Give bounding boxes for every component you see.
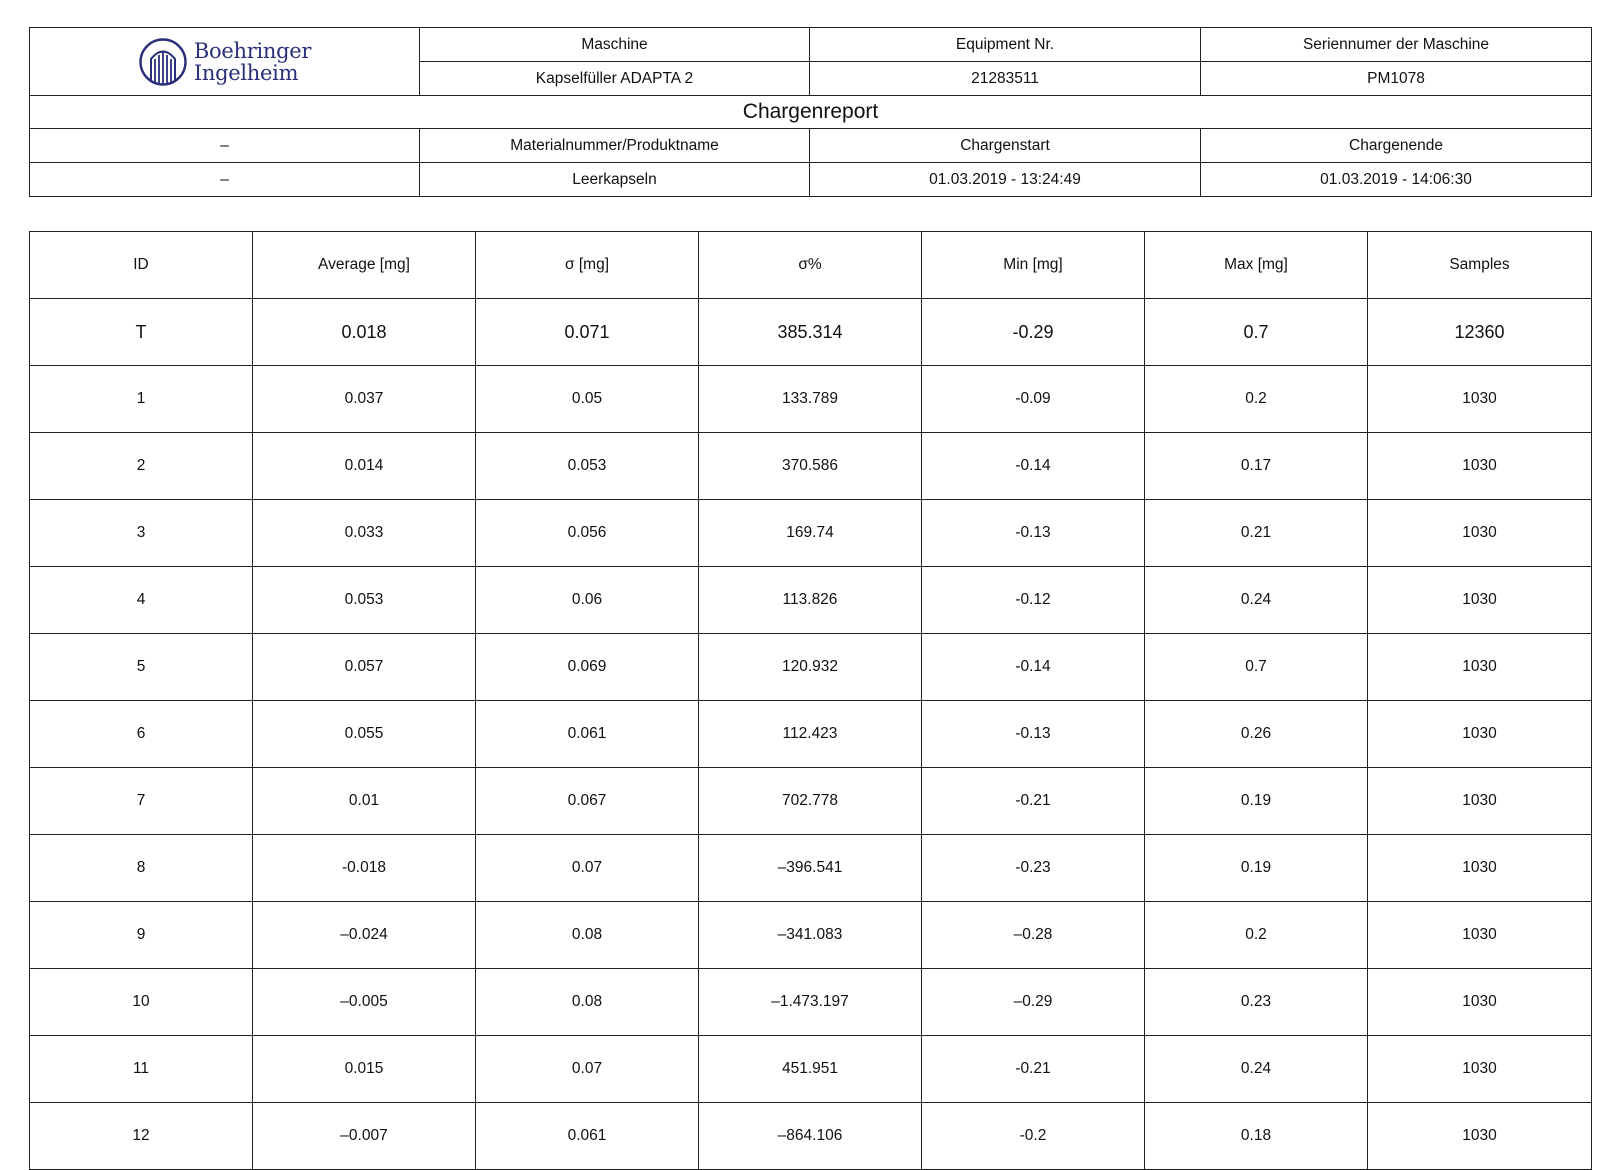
cell-samples: 1030 bbox=[1368, 500, 1592, 567]
cell-average: 0.037 bbox=[253, 366, 476, 433]
cell-sigma-percent: –341.083 bbox=[699, 902, 922, 969]
total-row bbox=[30, 299, 1592, 366]
report-title: Chargenreport bbox=[30, 96, 1592, 129]
measurement-table bbox=[29, 231, 1592, 1170]
table-row bbox=[30, 768, 1592, 835]
machine-value: Kapselfüller ADAPTA 2 bbox=[420, 62, 810, 96]
cell-samples: 1030 bbox=[1368, 768, 1592, 835]
table-row bbox=[30, 969, 1592, 1036]
cell-sigma: 0.067 bbox=[476, 768, 699, 835]
cell-max: 0.17 bbox=[1145, 433, 1368, 500]
cell-samples: 1030 bbox=[1368, 1103, 1592, 1170]
table-row bbox=[30, 366, 1592, 433]
cell-sigma: 0.061 bbox=[476, 1103, 699, 1170]
cell-id: 8 bbox=[30, 835, 253, 902]
batch-label-placeholder: – bbox=[30, 129, 420, 163]
table-header-row bbox=[30, 232, 1592, 299]
cell-min: -0.13 bbox=[922, 500, 1145, 567]
table-body bbox=[30, 299, 1592, 1170]
cell-average: 0.055 bbox=[253, 701, 476, 768]
cell-max: 0.24 bbox=[1145, 567, 1368, 634]
cell-sigma-percent: –1.473.197 bbox=[699, 969, 922, 1036]
material-product-value: Leerkapseln bbox=[420, 163, 810, 197]
table-row bbox=[30, 500, 1592, 567]
cell-id: 12 bbox=[30, 1103, 253, 1170]
cell-samples: 1030 bbox=[1368, 567, 1592, 634]
cell-samples: 1030 bbox=[1368, 835, 1592, 902]
table-row bbox=[30, 634, 1592, 701]
column-header-average: Average [mg] bbox=[253, 232, 476, 299]
cell-sigma: 0.07 bbox=[476, 835, 699, 902]
cell-sigma: 0.06 bbox=[476, 567, 699, 634]
cell-max: 0.2 bbox=[1145, 366, 1368, 433]
cell-min: -0.14 bbox=[922, 634, 1145, 701]
cell-average: 0.015 bbox=[253, 1036, 476, 1103]
cell-sigma: 0.07 bbox=[476, 1036, 699, 1103]
equipment-number-label: Equipment Nr. bbox=[810, 28, 1201, 62]
serial-number-label: Seriennumer der Maschine bbox=[1201, 28, 1592, 62]
cell-samples: 1030 bbox=[1368, 634, 1592, 701]
cell-sigma-percent: 113.826 bbox=[699, 567, 922, 634]
cell-max: 0.23 bbox=[1145, 969, 1368, 1036]
cell-average: -0.018 bbox=[253, 835, 476, 902]
table-row bbox=[30, 835, 1592, 902]
cell-samples: 12360 bbox=[1368, 299, 1592, 366]
cell-min: -0.09 bbox=[922, 366, 1145, 433]
column-header-samples: Samples bbox=[1368, 232, 1592, 299]
batch-end-label: Chargenende bbox=[1201, 129, 1592, 163]
cell-sigma: 0.08 bbox=[476, 902, 699, 969]
serial-number-value: PM1078 bbox=[1201, 62, 1592, 96]
cell-sigma-percent: 112.423 bbox=[699, 701, 922, 768]
cell-min: -0.12 bbox=[922, 567, 1145, 634]
cell-sigma: 0.061 bbox=[476, 701, 699, 768]
cell-sigma-percent: 702.778 bbox=[699, 768, 922, 835]
cell-max: 0.18 bbox=[1145, 1103, 1368, 1170]
cell-average: 0.01 bbox=[253, 768, 476, 835]
cell-sigma: 0.053 bbox=[476, 433, 699, 500]
cell-samples: 1030 bbox=[1368, 701, 1592, 768]
table-row bbox=[30, 567, 1592, 634]
cell-sigma-percent: 385.314 bbox=[699, 299, 922, 366]
column-header-max: Max [mg] bbox=[1145, 232, 1368, 299]
cell-max: 0.19 bbox=[1145, 835, 1368, 902]
machine-label: Maschine bbox=[420, 28, 810, 62]
table-row bbox=[30, 433, 1592, 500]
cell-max: 0.2 bbox=[1145, 902, 1368, 969]
cell-samples: 1030 bbox=[1368, 969, 1592, 1036]
logo-wordmark bbox=[194, 40, 311, 84]
cell-min: -0.13 bbox=[922, 701, 1145, 768]
cell-id: 1 bbox=[30, 366, 253, 433]
table-row bbox=[30, 701, 1592, 768]
cell-id: 7 bbox=[30, 768, 253, 835]
batch-start-value: 01.03.2019 - 13:24:49 bbox=[810, 163, 1201, 197]
cell-samples: 1030 bbox=[1368, 1036, 1592, 1103]
cell-max: 0.24 bbox=[1145, 1036, 1368, 1103]
cell-average: 0.033 bbox=[253, 500, 476, 567]
batch-start-label: Chargenstart bbox=[810, 129, 1201, 163]
cell-max: 0.21 bbox=[1145, 500, 1368, 567]
cell-sigma-percent: 133.789 bbox=[699, 366, 922, 433]
cell-id: 9 bbox=[30, 902, 253, 969]
logo-line-1: Boehringer bbox=[193, 38, 312, 63]
logo-line-2: Ingelheim bbox=[193, 60, 299, 85]
boehringer-logo-icon bbox=[138, 37, 188, 87]
cell-average: –0.024 bbox=[253, 902, 476, 969]
column-header-sigma-percent: σ% bbox=[699, 232, 922, 299]
cell-sigma: 0.069 bbox=[476, 634, 699, 701]
cell-min: –0.28 bbox=[922, 902, 1145, 969]
column-header-sigma: σ [mg] bbox=[476, 232, 699, 299]
equipment-number-value: 21283511 bbox=[810, 62, 1201, 96]
cell-average: –0.007 bbox=[253, 1103, 476, 1170]
company-logo bbox=[30, 37, 419, 87]
batch-end-value: 01.03.2019 - 14:06:30 bbox=[1201, 163, 1592, 197]
cell-min: -0.2 bbox=[922, 1103, 1145, 1170]
column-header-min: Min [mg] bbox=[922, 232, 1145, 299]
cell-sigma-percent: 120.932 bbox=[699, 634, 922, 701]
cell-sigma-percent: 451.951 bbox=[699, 1036, 922, 1103]
cell-min: -0.29 bbox=[922, 299, 1145, 366]
cell-sigma: 0.08 bbox=[476, 969, 699, 1036]
cell-samples: 1030 bbox=[1368, 433, 1592, 500]
cell-id: 3 bbox=[30, 500, 253, 567]
cell-average: 0.014 bbox=[253, 433, 476, 500]
cell-average: 0.057 bbox=[253, 634, 476, 701]
cell-sigma-percent: –396.541 bbox=[699, 835, 922, 902]
cell-sigma-percent: 169.74 bbox=[699, 500, 922, 567]
cell-id: 11 bbox=[30, 1036, 253, 1103]
cell-min: -0.14 bbox=[922, 433, 1145, 500]
cell-sigma: 0.071 bbox=[476, 299, 699, 366]
batch-value-placeholder: – bbox=[30, 163, 420, 197]
report-header-table bbox=[29, 27, 1592, 197]
cell-average: 0.053 bbox=[253, 567, 476, 634]
cell-average: 0.018 bbox=[253, 299, 476, 366]
cell-average: –0.005 bbox=[253, 969, 476, 1036]
cell-min: -0.23 bbox=[922, 835, 1145, 902]
cell-id: 6 bbox=[30, 701, 253, 768]
column-header-id: ID bbox=[30, 232, 253, 299]
cell-sigma: 0.056 bbox=[476, 500, 699, 567]
cell-sigma-percent: –864.106 bbox=[699, 1103, 922, 1170]
cell-sigma-percent: 370.586 bbox=[699, 433, 922, 500]
table-row bbox=[30, 1036, 1592, 1103]
cell-id: 2 bbox=[30, 433, 253, 500]
cell-samples: 1030 bbox=[1368, 366, 1592, 433]
material-product-label: Materialnummer/Produktname bbox=[420, 129, 810, 163]
cell-id: 4 bbox=[30, 567, 253, 634]
cell-samples: 1030 bbox=[1368, 902, 1592, 969]
cell-sigma: 0.05 bbox=[476, 366, 699, 433]
cell-min: –0.29 bbox=[922, 969, 1145, 1036]
cell-min: -0.21 bbox=[922, 768, 1145, 835]
cell-max: 0.7 bbox=[1145, 634, 1368, 701]
cell-id: 5 bbox=[30, 634, 253, 701]
cell-max: 0.26 bbox=[1145, 701, 1368, 768]
cell-min: -0.21 bbox=[922, 1036, 1145, 1103]
logo-cell bbox=[30, 28, 420, 96]
cell-id: 10 bbox=[30, 969, 253, 1036]
table-row bbox=[30, 1103, 1592, 1170]
table-row bbox=[30, 902, 1592, 969]
cell-id: T bbox=[30, 299, 253, 366]
cell-max: 0.7 bbox=[1145, 299, 1368, 366]
cell-max: 0.19 bbox=[1145, 768, 1368, 835]
